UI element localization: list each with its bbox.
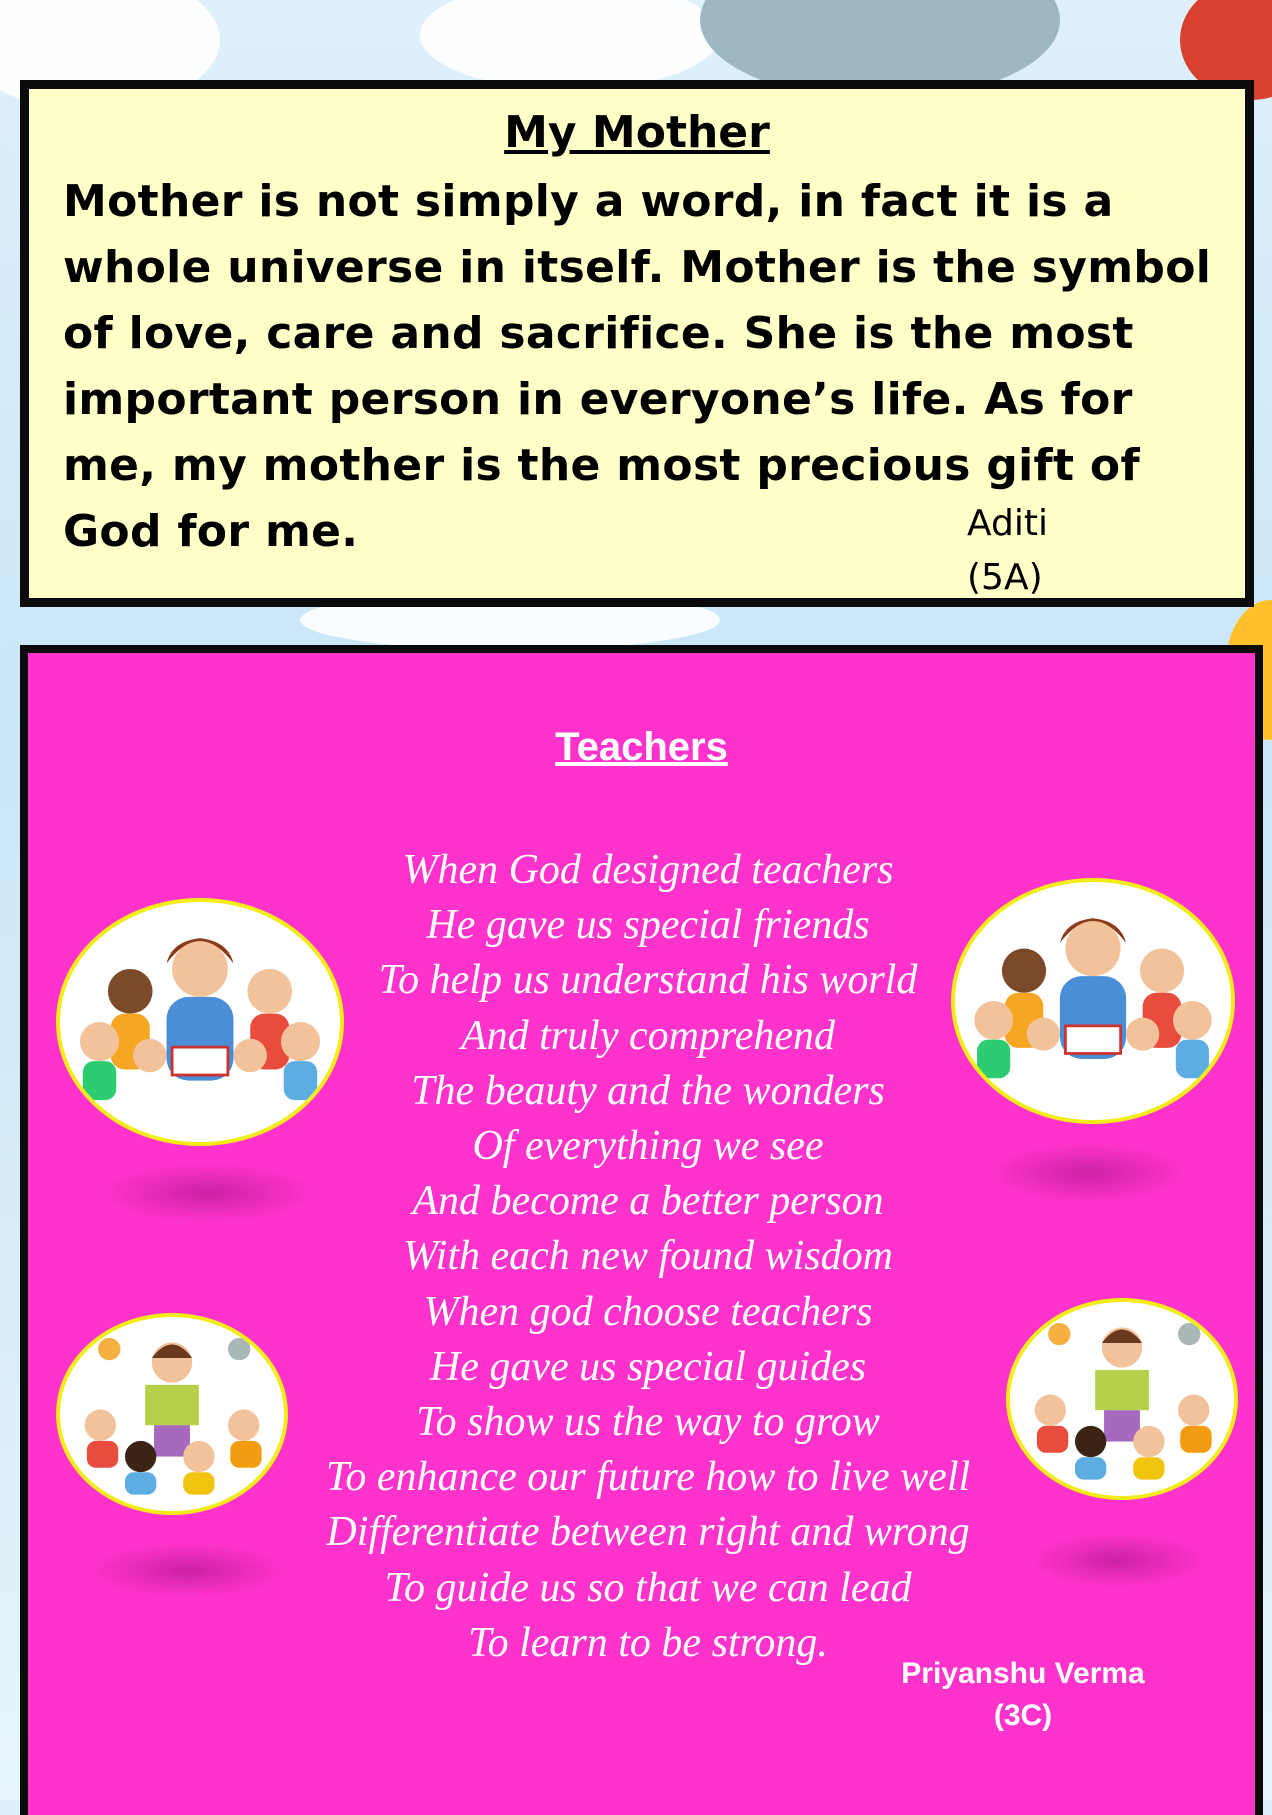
teachers-poem-card (20, 645, 1263, 1815)
poem-line: And truly comprehend (460, 1012, 836, 1059)
illustration-shadow (1028, 1533, 1208, 1588)
poem-line: With each new found wisdom (403, 1233, 893, 1280)
mother-essay-title: My Mother (504, 107, 770, 158)
teacher-with-children-illustration (951, 878, 1235, 1124)
poem-line: Differentiate between right and wrong (326, 1509, 970, 1556)
storytelling-children-illustration (56, 1313, 288, 1515)
poem-line: Of everything we see (472, 1123, 824, 1170)
poem-line: The beauty and the wonders (411, 1067, 885, 1114)
reading-circle-icon (1010, 1302, 1234, 1496)
illustration-shadow (988, 1143, 1188, 1203)
author-name: Aditi (967, 503, 1048, 544)
storytelling-children-illustration (1006, 1298, 1238, 1500)
author-class: (3C) (993, 1699, 1053, 1732)
mother-essay-card (20, 80, 1254, 607)
illustration-shadow (98, 1163, 318, 1223)
mother-essay-author (967, 497, 1048, 605)
illustration-shadow (88, 1543, 288, 1598)
poem-line: To show us the way to grow (416, 1399, 880, 1446)
teacher-group-icon (955, 882, 1231, 1120)
poem-line: To guide us so that we can lead (384, 1564, 912, 1611)
teacher-group-icon (60, 902, 340, 1142)
author-name: Priyanshu Verma (901, 1657, 1145, 1690)
mother-essay-body: Mother is not simply a word, in fact it is a whole universe in itself. Mother is the symbol of love, care and sacrifice. She is the most important person in everyone’s life. As for me, my mother is the most precious gift of God for me. (63, 176, 1212, 557)
teacher-with-children-illustration (56, 898, 344, 1146)
teachers-poem-author (883, 1653, 1163, 1737)
teachers-poem-title: Teachers (555, 725, 728, 769)
teachers-poem-lines (268, 843, 1028, 1671)
poem-line: To help us understand his world (378, 957, 918, 1004)
poem-line: When God designed teachers (402, 847, 894, 893)
poem-line: To enhance our future how to live well (325, 1454, 971, 1501)
reading-circle-icon (60, 1317, 284, 1511)
background-cloud (420, 0, 720, 90)
author-class: (5A) (967, 557, 1043, 598)
poem-line: He gave us special guides (429, 1343, 867, 1390)
poem-line: He gave us special friends (426, 902, 870, 949)
poem-line: When god choose teachers (423, 1288, 873, 1335)
poem-line: And become a better person (412, 1178, 884, 1225)
poem-line: To learn to be strong. (468, 1619, 828, 1666)
